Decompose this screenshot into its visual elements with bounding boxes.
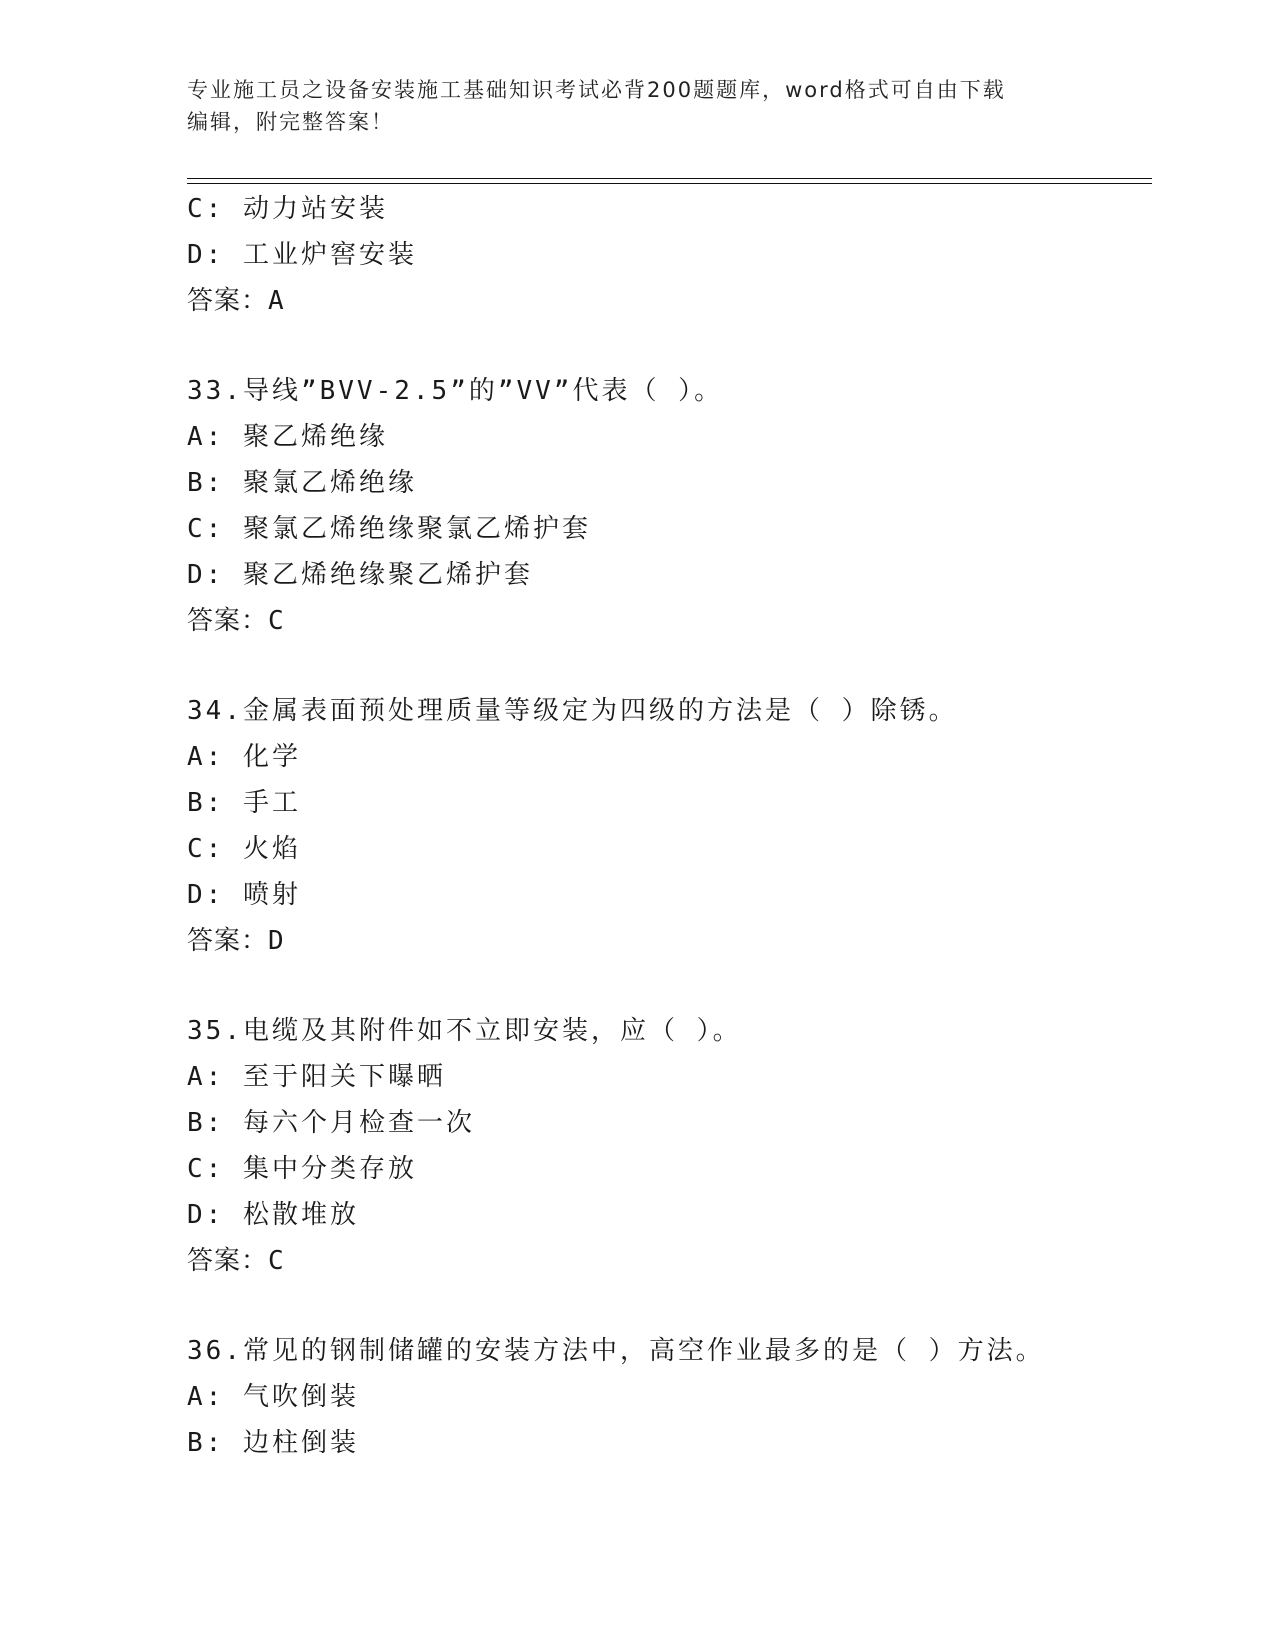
question-number: 36 xyxy=(187,1336,225,1366)
spacer xyxy=(187,324,1152,368)
question-36 xyxy=(187,1328,1152,1466)
document-body xyxy=(187,186,1152,1466)
option-key: A xyxy=(187,422,206,452)
answer-label: 答案： xyxy=(187,606,269,636)
option-text: 火焰 xyxy=(242,834,301,864)
option-line: A: 至于阳关下曝晒 xyxy=(187,1062,446,1092)
question-text: 金属表面预处理质量等级定为四级的方法是（ ）除锈。 xyxy=(242,696,958,726)
option-text: 至于阳关下曝晒 xyxy=(242,1062,446,1092)
spacer xyxy=(187,964,1152,1008)
option-text: 聚乙烯绝缘 xyxy=(242,422,388,452)
question-33 xyxy=(187,368,1152,644)
option-text: 动力站安装 xyxy=(242,194,388,224)
option-key: D xyxy=(187,1200,206,1230)
question-text: 导线”BVV-2.5”的”VV”代表（ ）。 xyxy=(242,376,724,406)
document-header xyxy=(187,74,1077,138)
option-line: B: 边柱倒装 xyxy=(187,1428,359,1458)
spacer xyxy=(187,1284,1152,1328)
option-line: D: 松散堆放 xyxy=(187,1200,359,1230)
option-line: B: 聚氯乙烯绝缘 xyxy=(187,468,417,498)
question-stem: 33.导线”BVV-2.5”的”VV”代表（ ）。 xyxy=(187,376,724,406)
option-key: B xyxy=(187,468,206,498)
option-line: C: 聚氯乙烯绝缘聚氯乙烯护套 xyxy=(187,514,591,544)
header-title-line-2: 编辑，附完整答案！ xyxy=(187,110,394,134)
option-key: B xyxy=(187,1428,206,1458)
spacer xyxy=(187,644,1152,688)
option-key: A xyxy=(187,742,206,772)
option-text: 每六个月检查一次 xyxy=(242,1108,475,1138)
option-key: C xyxy=(187,834,206,864)
answer-value: A xyxy=(268,286,285,316)
option-text: 集中分类存放 xyxy=(242,1154,417,1184)
question-text: 常见的钢制储罐的安装方法中，高空作业最多的是（ ）方法。 xyxy=(242,1336,1045,1366)
option-line: B: 每六个月检查一次 xyxy=(187,1108,475,1138)
option-text: 聚氯乙烯绝缘聚氯乙烯护套 xyxy=(242,514,591,544)
answer-value: C xyxy=(268,606,285,636)
question-stem: 36.常见的钢制储罐的安装方法中，高空作业最多的是（ ）方法。 xyxy=(187,1336,1045,1366)
header-title-line-1: 专业施工员之设备安装施工基础知识考试必背200题题库，word格式可自由下载 xyxy=(187,78,1006,102)
answer-label: 答案： xyxy=(187,286,269,316)
option-line: C: 动力站安装 xyxy=(187,194,388,224)
option-text: 聚乙烯绝缘聚乙烯护套 xyxy=(242,560,533,590)
question-stem: 34.金属表面预处理质量等级定为四级的方法是（ ）除锈。 xyxy=(187,696,958,726)
option-text: 边柱倒装 xyxy=(242,1428,359,1458)
answer-line xyxy=(187,278,1152,324)
question-34 xyxy=(187,688,1152,964)
option-text: 松散堆放 xyxy=(242,1200,359,1230)
answer-value: C xyxy=(268,1246,285,1276)
option-line: B: 手工 xyxy=(187,788,301,818)
question-35 xyxy=(187,1008,1152,1284)
option-key: D xyxy=(187,880,206,910)
carryover-block xyxy=(187,186,1152,324)
question-number: 35 xyxy=(187,1016,225,1046)
option-line: C: 火焰 xyxy=(187,834,301,864)
answer-line xyxy=(187,1238,1152,1284)
question-number: 33 xyxy=(187,376,225,406)
option-line: A: 化学 xyxy=(187,742,301,772)
header-rule-top xyxy=(187,178,1152,179)
question-text: 电缆及其附件如不立即安装，应（ ）。 xyxy=(242,1016,742,1046)
option-key: C xyxy=(187,194,206,224)
header-rule-bottom xyxy=(187,183,1152,184)
answer-label: 答案： xyxy=(187,1246,269,1276)
option-line: C: 集中分类存放 xyxy=(187,1154,417,1184)
option-line: D: 工业炉窖安装 xyxy=(187,240,417,270)
question-number: 34 xyxy=(187,696,225,726)
option-key: B xyxy=(187,788,206,818)
option-line: D: 聚乙烯绝缘聚乙烯护套 xyxy=(187,560,533,590)
answer-label: 答案： xyxy=(187,926,269,956)
answer-line xyxy=(187,598,1152,644)
option-text: 聚氯乙烯绝缘 xyxy=(242,468,417,498)
option-key: C xyxy=(187,1154,206,1184)
option-line: A: 气吹倒装 xyxy=(187,1382,359,1412)
option-line: D: 喷射 xyxy=(187,880,301,910)
answer-value: D xyxy=(268,926,285,956)
answer-line xyxy=(187,918,1152,964)
option-key: A xyxy=(187,1382,206,1412)
option-key: A xyxy=(187,1062,206,1092)
option-key: D xyxy=(187,560,206,590)
option-key: D xyxy=(187,240,206,270)
option-key: C xyxy=(187,514,206,544)
option-text: 气吹倒装 xyxy=(242,1382,359,1412)
option-text: 手工 xyxy=(242,788,301,818)
option-key: B xyxy=(187,1108,206,1138)
option-text: 喷射 xyxy=(242,880,301,910)
question-stem: 35.电缆及其附件如不立即安装，应（ ）。 xyxy=(187,1016,742,1046)
option-line: A: 聚乙烯绝缘 xyxy=(187,422,388,452)
option-text: 化学 xyxy=(242,742,301,772)
option-text: 工业炉窖安装 xyxy=(242,240,417,270)
